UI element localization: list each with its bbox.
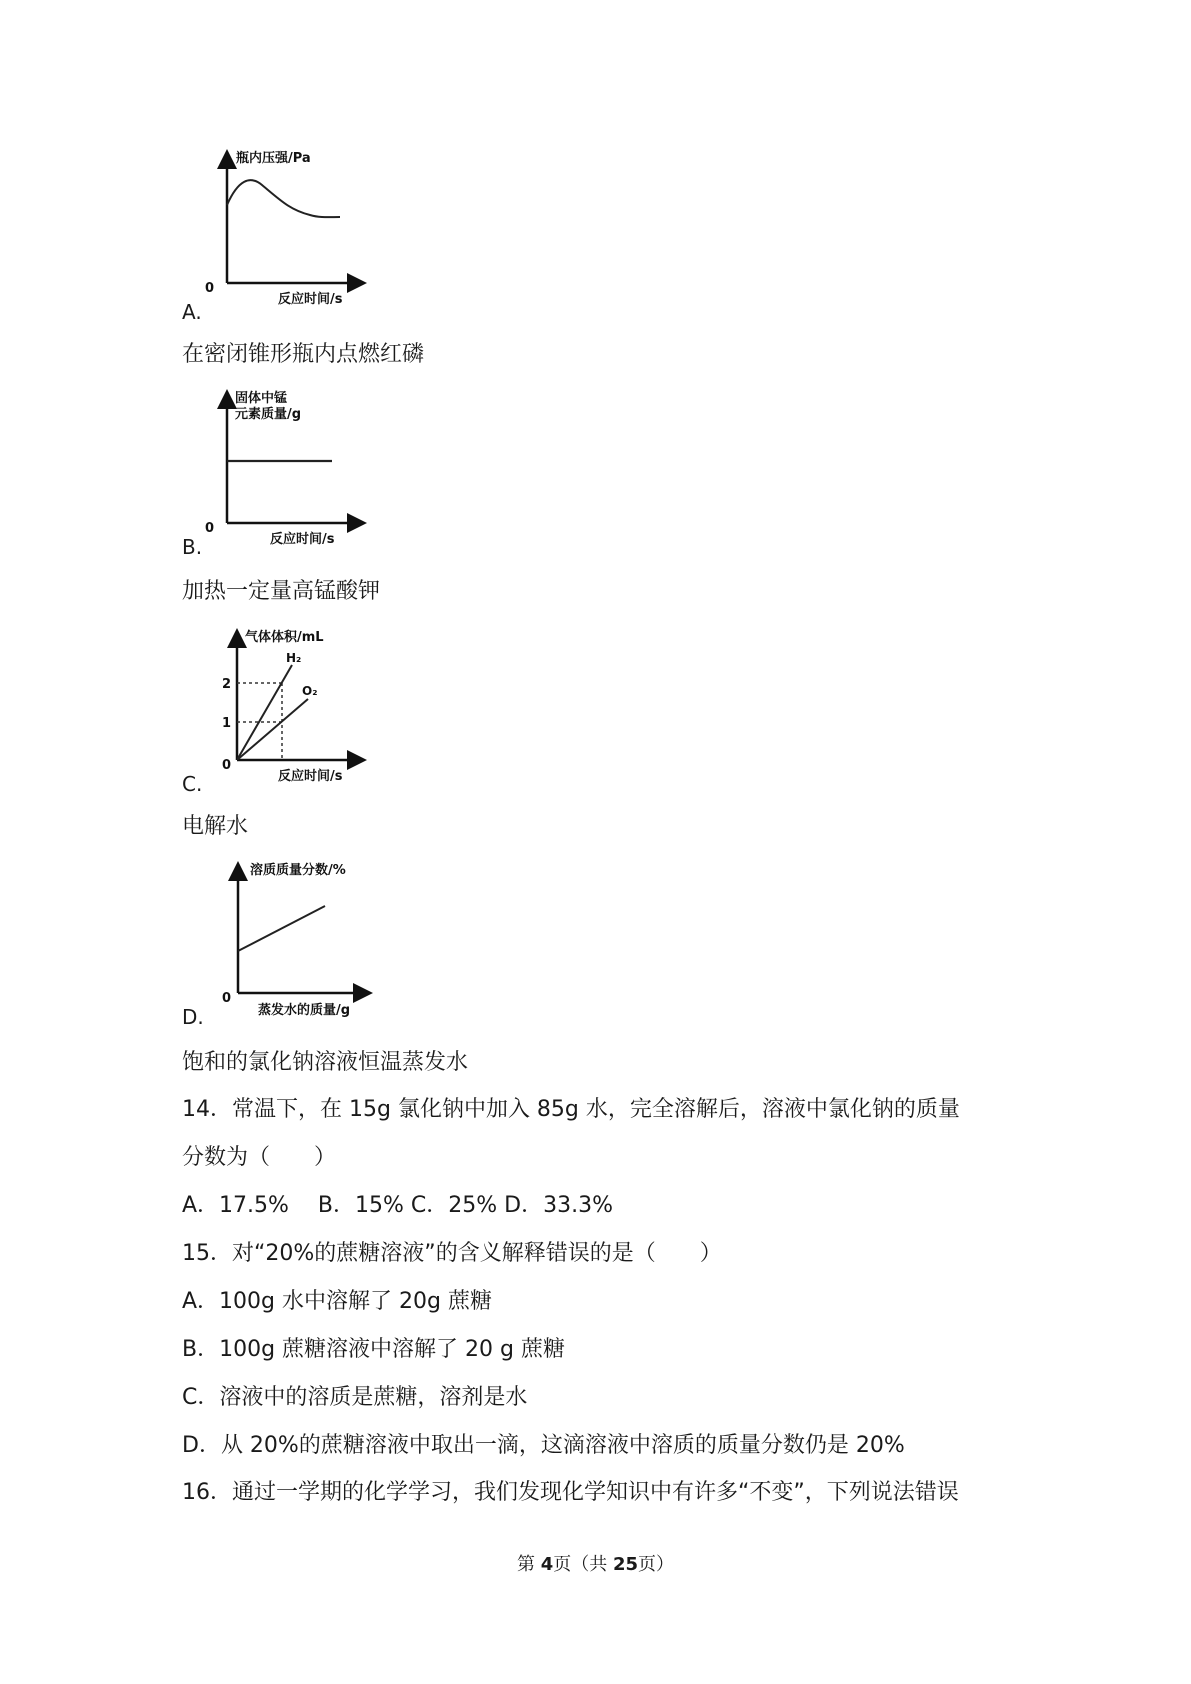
origin-label: 0 [205, 521, 215, 536]
q15-option-b: B．100g 蔗糖溶液中溶解了 20 g 蔗糖 [182, 1337, 565, 1362]
q16-stem-line1: 16．通过一学期的化学学习，我们发现化学知识中有许多“不变”，下列说法错误 [182, 1480, 959, 1505]
footer-suffix: 页） [638, 1554, 675, 1575]
graph-d [210, 860, 380, 1018]
y-axis-label: 溶质质量分数/% [250, 863, 346, 878]
option-letter-d: D. [182, 1005, 204, 1029]
caption-c: 电解水 [182, 814, 249, 839]
q14-stem-line2: 分数为（ ） [182, 1145, 337, 1170]
y-axis-label: 瓶内压强/Pa [236, 151, 311, 166]
caption-d: 饱和的氯化钠溶液恒温蒸发水 [182, 1050, 469, 1075]
page-footer [0, 1550, 1191, 1576]
tick-1: 1 [222, 716, 232, 731]
x-axis-label: 反应时间/s [278, 292, 343, 307]
q15-option-d: D．从 20%的蔗糖溶液中取出一滴，这滴溶液中溶质的质量分数仍是 20% [182, 1433, 905, 1458]
caption-b: 加热一定量高锰酸钾 [182, 579, 381, 604]
y-axis-label-line1: 固体中锰 [235, 391, 288, 406]
q15-option-c: C．溶液中的溶质是蔗糖，溶剂是水 [182, 1385, 528, 1410]
footer-prefix: 第 [516, 1554, 541, 1575]
x-axis-label: 反应时间/s [278, 769, 343, 784]
o2-line [237, 699, 308, 760]
y-axis-label: 气体体积/mL [245, 630, 324, 645]
caption-a: 在密闭锥形瓶内点燃红磷 [182, 342, 425, 367]
graph-a [205, 150, 370, 307]
origin-label: 0 [205, 281, 215, 296]
footer-middle: 页（共 [553, 1554, 613, 1575]
footer-page-number: 4 [540, 1554, 554, 1575]
q14-options: A．17.5% B．15% C．25% D．33.3% [182, 1193, 613, 1218]
origin-label: 0 [222, 758, 232, 773]
tick-2: 2 [222, 677, 232, 692]
y-axis-label-line2: 元素质量/g [235, 407, 302, 422]
option-letter-b: B. [182, 535, 203, 559]
option-letter-a: A. [182, 300, 202, 324]
pressure-curve [227, 180, 340, 217]
q14-stem-line1: 14．常温下，在 15g 氯化钠中加入 85g 水，完全溶解后，溶液中氯化钠的质量 [182, 1097, 960, 1122]
mass-fraction-line [238, 906, 325, 951]
option-letter-c: C. [182, 772, 203, 796]
h2-label: H₂ [286, 651, 302, 665]
q15-stem: 15．对“20%的蔗糖溶液”的含义解释错误的是（ ） [182, 1241, 722, 1266]
graph-b [205, 390, 370, 547]
h2-line [237, 665, 292, 760]
o2-label: O₂ [302, 684, 318, 698]
x-axis-label: 反应时间/s [270, 532, 335, 547]
q15-option-a: A．100g 水中溶解了 20g 蔗糖 [182, 1289, 492, 1314]
origin-label: 0 [222, 991, 232, 1006]
graph-c [210, 627, 370, 784]
footer-total-pages: 25 [612, 1554, 639, 1575]
x-axis-label: 蒸发水的质量/g [258, 1003, 351, 1018]
